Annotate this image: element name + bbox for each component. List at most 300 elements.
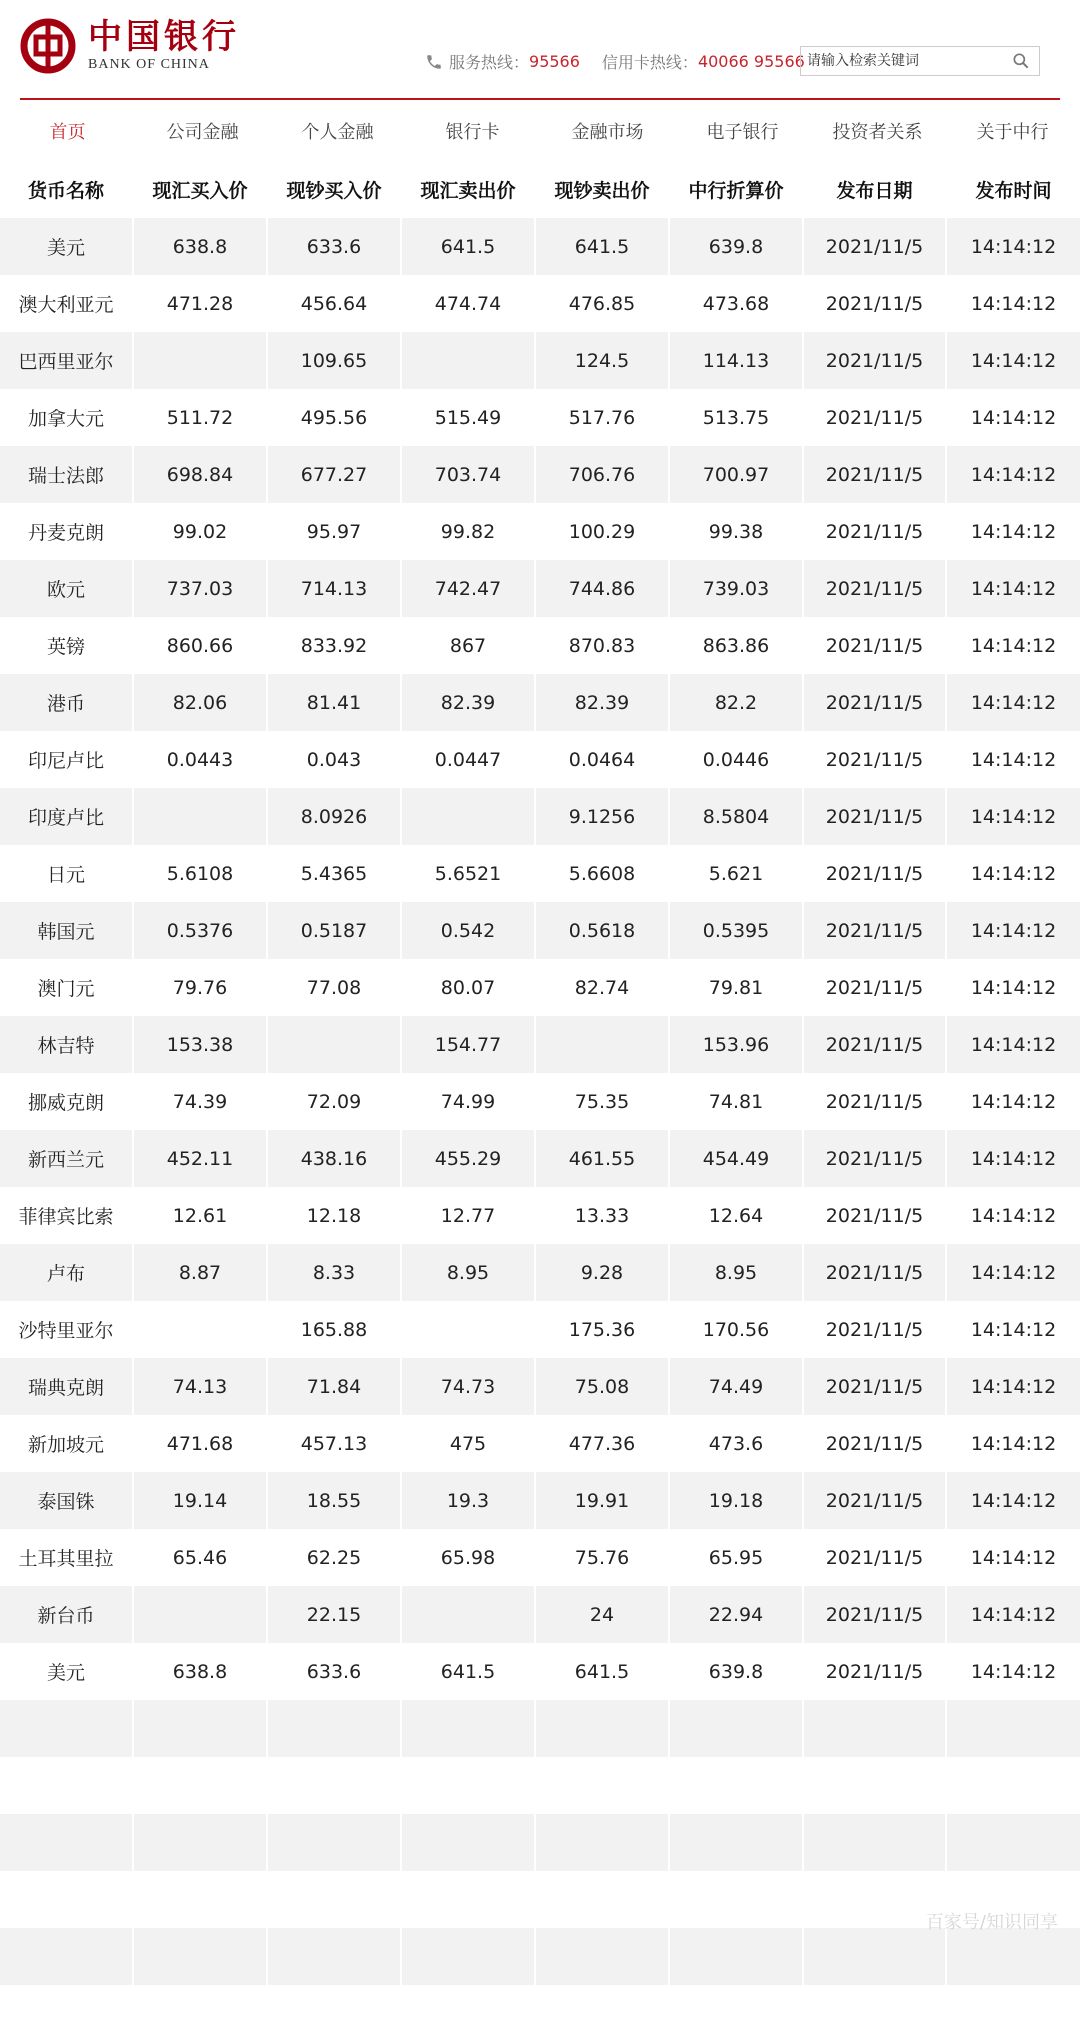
cell-spot-sell: 867: [401, 617, 535, 674]
table-row: [0, 902, 1080, 959]
cell-publish-date: 2021/11/5: [803, 1529, 946, 1586]
cell-publish-date: 2021/11/5: [803, 902, 946, 959]
table-row: [0, 1586, 1080, 1643]
cell-publish-time: 14:14:12: [946, 788, 1080, 845]
table-row: [0, 1529, 1080, 1586]
cell-conversion-rate: 454.49: [669, 1130, 803, 1187]
cell-conversion-rate: 74.81: [669, 1073, 803, 1130]
cell-currency-name: [0, 1700, 133, 1757]
cell-publish-date: 2021/11/5: [803, 788, 946, 845]
cell-cash-sell: [535, 1928, 669, 1985]
cell-conversion-rate: [669, 1757, 803, 1814]
table-row: [0, 389, 1080, 446]
cell-conversion-rate: 0.5395: [669, 902, 803, 959]
cell-spot-sell: [401, 1928, 535, 1985]
cell-spot-sell: 703.74: [401, 446, 535, 503]
cell-currency-name: 韩国元: [0, 902, 133, 959]
nav-corporate-finance[interactable]: 公司金融: [166, 122, 239, 143]
cell-spot-sell: 8.95: [401, 1244, 535, 1301]
cell-spot-sell: 474.74: [401, 275, 535, 332]
cell-conversion-rate: 739.03: [669, 560, 803, 617]
cell-spot-sell: 455.29: [401, 1130, 535, 1187]
cell-conversion-rate: [669, 1700, 803, 1757]
cell-publish-date: 2021/11/5: [803, 1358, 946, 1415]
cell-spot-buy: [133, 1700, 267, 1757]
cell-publish-date: [803, 1814, 946, 1871]
table-row: [0, 1928, 1080, 1985]
header-spot-buy: 现汇买入价: [133, 160, 267, 218]
cell-cash-buy: 71.84: [267, 1358, 401, 1415]
cell-cash-sell: 461.55: [535, 1130, 669, 1187]
table-row: [0, 1415, 1080, 1472]
cell-cash-buy: 72.09: [267, 1073, 401, 1130]
logo-chinese-text: 中国银行: [88, 17, 240, 57]
cell-publish-date: 2021/11/5: [803, 1586, 946, 1643]
cell-cash-sell: 13.33: [535, 1187, 669, 1244]
cell-publish-time: [946, 1757, 1080, 1814]
cell-spot-sell: [401, 1814, 535, 1871]
nav-investor-relations[interactable]: 投资者关系: [832, 122, 923, 143]
cell-cash-sell: 82.74: [535, 959, 669, 1016]
cell-spot-sell: [401, 1871, 535, 1928]
cell-publish-time: 14:14:12: [946, 332, 1080, 389]
cell-cash-buy: 12.18: [267, 1187, 401, 1244]
cell-currency-name: [0, 1757, 133, 1814]
cell-cash-sell: [535, 1985, 669, 2042]
cell-publish-date: [803, 1985, 946, 2042]
cell-publish-time: 14:14:12: [946, 617, 1080, 674]
cell-publish-date: [803, 1928, 946, 1985]
cell-publish-time: 14:14:12: [946, 1073, 1080, 1130]
cell-cash-buy: 833.92: [267, 617, 401, 674]
table-row: [0, 218, 1080, 275]
cell-currency-name: 挪威克朗: [0, 1073, 133, 1130]
table-row: [0, 560, 1080, 617]
cell-spot-sell: 74.99: [401, 1073, 535, 1130]
cell-spot-sell: 0.542: [401, 902, 535, 959]
cell-publish-time: 14:14:12: [946, 1529, 1080, 1586]
cell-publish-time: [946, 1814, 1080, 1871]
cell-cash-buy: 22.15: [267, 1586, 401, 1643]
cell-publish-time: 14:14:12: [946, 1130, 1080, 1187]
header-spot-sell: 现汇卖出价: [401, 160, 535, 218]
cell-currency-name: 美元: [0, 218, 133, 275]
cell-cash-buy: 0.5187: [267, 902, 401, 959]
cell-currency-name: 澳大利亚元: [0, 275, 133, 332]
cell-currency-name: 印度卢比: [0, 788, 133, 845]
table-row: [0, 1244, 1080, 1301]
cell-cash-sell: 124.5: [535, 332, 669, 389]
cell-cash-buy: 633.6: [267, 218, 401, 275]
cell-cash-sell: 75.08: [535, 1358, 669, 1415]
cell-conversion-rate: 12.64: [669, 1187, 803, 1244]
table-row: [0, 788, 1080, 845]
cell-publish-date: 2021/11/5: [803, 1472, 946, 1529]
cell-cash-sell: 476.85: [535, 275, 669, 332]
cell-cash-sell: 19.91: [535, 1472, 669, 1529]
cell-spot-buy: 638.8: [133, 1643, 267, 1700]
cell-publish-date: 2021/11/5: [803, 731, 946, 788]
cell-currency-name: 英镑: [0, 617, 133, 674]
table-row: [0, 1700, 1080, 1757]
cell-cash-buy: 165.88: [267, 1301, 401, 1358]
cell-spot-buy: [133, 1586, 267, 1643]
cell-cash-sell: 477.36: [535, 1415, 669, 1472]
cell-publish-time: 14:14:12: [946, 674, 1080, 731]
cell-publish-date: 2021/11/5: [803, 503, 946, 560]
cell-spot-buy: 74.39: [133, 1073, 267, 1130]
cell-publish-time: 14:14:12: [946, 1244, 1080, 1301]
cell-publish-date: 2021/11/5: [803, 1130, 946, 1187]
cell-currency-name: 加拿大元: [0, 389, 133, 446]
cell-spot-sell: 74.73: [401, 1358, 535, 1415]
cell-conversion-rate: 863.86: [669, 617, 803, 674]
cell-currency-name: 新西兰元: [0, 1130, 133, 1187]
cell-publish-time: 14:14:12: [946, 446, 1080, 503]
cell-cash-buy: 77.08: [267, 959, 401, 1016]
cell-publish-date: 2021/11/5: [803, 218, 946, 275]
cell-cash-buy: 81.41: [267, 674, 401, 731]
nav-about[interactable]: 关于中行: [976, 122, 1049, 143]
cell-cash-buy: [267, 1928, 401, 1985]
cell-cash-buy: 62.25: [267, 1529, 401, 1586]
cell-spot-buy: [133, 788, 267, 845]
cell-publish-date: 2021/11/5: [803, 1016, 946, 1073]
cell-publish-time: 14:14:12: [946, 959, 1080, 1016]
cell-spot-sell: [401, 1700, 535, 1757]
table-row: [0, 1358, 1080, 1415]
cell-currency-name: 菲律宾比索: [0, 1187, 133, 1244]
cell-conversion-rate: 8.95: [669, 1244, 803, 1301]
table-row: [0, 1187, 1080, 1244]
table-row: [0, 731, 1080, 788]
cell-publish-date: 2021/11/5: [803, 1415, 946, 1472]
logo-english-text: BANK OF CHINA: [88, 57, 210, 72]
cell-spot-sell: [401, 1985, 535, 2042]
cell-cash-sell: 706.76: [535, 446, 669, 503]
cell-cash-buy: 457.13: [267, 1415, 401, 1472]
cell-publish-date: 2021/11/5: [803, 1073, 946, 1130]
cell-cash-buy: 5.4365: [267, 845, 401, 902]
cell-publish-time: 14:14:12: [946, 389, 1080, 446]
cell-publish-time: 14:14:12: [946, 1358, 1080, 1415]
phone-icon: [425, 53, 443, 71]
cell-currency-name: 印尼卢比: [0, 731, 133, 788]
header-publish-date: 发布日期: [803, 160, 946, 218]
cell-cash-buy: 677.27: [267, 446, 401, 503]
cell-spot-buy: 65.46: [133, 1529, 267, 1586]
cell-currency-name: 新加坡元: [0, 1415, 133, 1472]
header-conversion-rate: 中行折算价: [669, 160, 803, 218]
cell-publish-time: [946, 1985, 1080, 2042]
cell-cash-sell: 0.5618: [535, 902, 669, 959]
nav-home[interactable]: 首页: [49, 122, 86, 143]
cell-conversion-rate: [669, 1928, 803, 1985]
cell-publish-date: [803, 1757, 946, 1814]
table-row: [0, 1073, 1080, 1130]
cell-currency-name: 泰国铢: [0, 1472, 133, 1529]
cell-spot-buy: 471.28: [133, 275, 267, 332]
cell-conversion-rate: 513.75: [669, 389, 803, 446]
exchange-rate-table: [0, 160, 1080, 2042]
service-hotline-label: 服务热线：: [449, 53, 530, 72]
cell-cash-buy: 109.65: [267, 332, 401, 389]
cell-currency-name: [0, 1871, 133, 1928]
cell-cash-buy: [267, 1985, 401, 2042]
cell-conversion-rate: 79.81: [669, 959, 803, 1016]
cell-currency-name: 港币: [0, 674, 133, 731]
cell-spot-buy: 5.6108: [133, 845, 267, 902]
table-row: [0, 1472, 1080, 1529]
cell-publish-time: 14:14:12: [946, 1472, 1080, 1529]
cell-currency-name: 新台币: [0, 1586, 133, 1643]
nav-financial-market[interactable]: 金融市场: [571, 122, 644, 143]
table-row: [0, 1643, 1080, 1700]
cell-spot-buy: 452.11: [133, 1130, 267, 1187]
cell-cash-buy: 495.56: [267, 389, 401, 446]
cell-spot-sell: 641.5: [401, 1643, 535, 1700]
cell-spot-sell: 641.5: [401, 218, 535, 275]
cell-publish-date: 2021/11/5: [803, 959, 946, 1016]
cell-spot-sell: 65.98: [401, 1529, 535, 1586]
cell-publish-time: 14:14:12: [946, 1415, 1080, 1472]
cell-currency-name: [0, 1928, 133, 1985]
bank-of-china-logo-icon: [20, 18, 76, 74]
cell-publish-time: [946, 1928, 1080, 1985]
cell-spot-buy: [133, 1757, 267, 1814]
hotlines: [425, 50, 805, 73]
cell-spot-buy: 99.02: [133, 503, 267, 560]
cell-publish-time: 14:14:12: [946, 275, 1080, 332]
cell-cash-sell: 175.36: [535, 1301, 669, 1358]
cell-publish-date: 2021/11/5: [803, 674, 946, 731]
cell-conversion-rate: 5.621: [669, 845, 803, 902]
cell-spot-buy: 698.84: [133, 446, 267, 503]
table-row: [0, 617, 1080, 674]
cell-currency-name: 卢布: [0, 1244, 133, 1301]
cell-spot-sell: [401, 1301, 535, 1358]
cell-publish-time: 14:14:12: [946, 1586, 1080, 1643]
cell-currency-name: 林吉特: [0, 1016, 133, 1073]
cell-cash-sell: 75.76: [535, 1529, 669, 1586]
cell-spot-sell: 515.49: [401, 389, 535, 446]
cell-cash-sell: 517.76: [535, 389, 669, 446]
cell-currency-name: 沙特里亚尔: [0, 1301, 133, 1358]
cell-publish-time: 14:14:12: [946, 560, 1080, 617]
cell-cash-sell: 75.35: [535, 1073, 669, 1130]
cell-conversion-rate: 700.97: [669, 446, 803, 503]
cell-publish-time: 14:14:12: [946, 845, 1080, 902]
cell-publish-time: [946, 1700, 1080, 1757]
cell-spot-buy: [133, 1301, 267, 1358]
cell-spot-sell: [401, 1586, 535, 1643]
header-cash-buy: 现钞买入价: [267, 160, 401, 218]
cell-currency-name: 日元: [0, 845, 133, 902]
cell-spot-buy: [133, 1985, 267, 2042]
header-cash-sell: 现钞卖出价: [535, 160, 669, 218]
cell-spot-buy: 638.8: [133, 218, 267, 275]
cell-cash-sell: [535, 1700, 669, 1757]
cell-conversion-rate: 82.2: [669, 674, 803, 731]
nav-e-banking[interactable]: 电子银行: [706, 122, 779, 143]
table-row: [0, 1130, 1080, 1187]
nav-personal-finance[interactable]: 个人金融: [301, 122, 374, 143]
credit-hotline-number: 40066 95566: [697, 52, 805, 71]
table-row: [0, 959, 1080, 1016]
cell-conversion-rate: 473.6: [669, 1415, 803, 1472]
table-row: [0, 503, 1080, 560]
cell-cash-buy: 8.0926: [267, 788, 401, 845]
cell-spot-sell: 12.77: [401, 1187, 535, 1244]
cell-publish-date: 2021/11/5: [803, 446, 946, 503]
cell-cash-buy: 633.6: [267, 1643, 401, 1700]
cell-conversion-rate: 0.0446: [669, 731, 803, 788]
cell-spot-sell: 0.0447: [401, 731, 535, 788]
bank-logo[interactable]: [20, 18, 240, 74]
cell-cash-sell: [535, 1871, 669, 1928]
cell-cash-sell: 100.29: [535, 503, 669, 560]
cell-conversion-rate: 639.8: [669, 1643, 803, 1700]
cell-publish-time: 14:14:12: [946, 1187, 1080, 1244]
cell-cash-sell: 744.86: [535, 560, 669, 617]
table-row: [0, 1814, 1080, 1871]
cell-spot-buy: 737.03: [133, 560, 267, 617]
cell-conversion-rate: 170.56: [669, 1301, 803, 1358]
cell-cash-buy: 438.16: [267, 1130, 401, 1187]
cell-currency-name: [0, 1814, 133, 1871]
cell-spot-buy: 511.72: [133, 389, 267, 446]
cell-currency-name: 巴西里亚尔: [0, 332, 133, 389]
cell-cash-sell: [535, 1814, 669, 1871]
cell-spot-buy: [133, 332, 267, 389]
cell-publish-date: 2021/11/5: [803, 1301, 946, 1358]
cell-conversion-rate: 19.18: [669, 1472, 803, 1529]
table-row: [0, 1016, 1080, 1073]
cell-spot-buy: 19.14: [133, 1472, 267, 1529]
cell-spot-buy: 0.0443: [133, 731, 267, 788]
cell-spot-buy: 79.76: [133, 959, 267, 1016]
cell-spot-sell: 19.3: [401, 1472, 535, 1529]
cell-spot-sell: [401, 332, 535, 389]
cell-spot-buy: 74.13: [133, 1358, 267, 1415]
cell-spot-buy: 471.68: [133, 1415, 267, 1472]
cell-cash-buy: [267, 1814, 401, 1871]
cell-conversion-rate: 74.49: [669, 1358, 803, 1415]
cell-spot-buy: 12.61: [133, 1187, 267, 1244]
cell-spot-sell: 154.77: [401, 1016, 535, 1073]
site-header: [0, 0, 1080, 102]
cell-currency-name: 澳门元: [0, 959, 133, 1016]
table-row: [0, 275, 1080, 332]
cell-conversion-rate: 639.8: [669, 218, 803, 275]
cell-conversion-rate: 22.94: [669, 1586, 803, 1643]
search-icon[interactable]: [1011, 51, 1031, 71]
cell-publish-date: [803, 1871, 946, 1928]
cell-publish-time: 14:14:12: [946, 218, 1080, 275]
cell-publish-date: 2021/11/5: [803, 845, 946, 902]
cell-currency-name: 丹麦克朗: [0, 503, 133, 560]
nav-bank-card[interactable]: 银行卡: [445, 122, 500, 143]
cell-publish-date: 2021/11/5: [803, 1244, 946, 1301]
cell-cash-sell: 9.1256: [535, 788, 669, 845]
header-divider: [20, 98, 1060, 100]
cell-publish-time: 14:14:12: [946, 731, 1080, 788]
table-row: [0, 845, 1080, 902]
cell-spot-buy: 153.38: [133, 1016, 267, 1073]
cell-cash-sell: 82.39: [535, 674, 669, 731]
cell-currency-name: 瑞士法郎: [0, 446, 133, 503]
cell-currency-name: [0, 1985, 133, 2042]
cell-cash-buy: 8.33: [267, 1244, 401, 1301]
cell-spot-sell: [401, 1757, 535, 1814]
cell-cash-sell: 9.28: [535, 1244, 669, 1301]
cell-publish-date: 2021/11/5: [803, 1643, 946, 1700]
cell-currency-name: 美元: [0, 1643, 133, 1700]
cell-currency-name: 土耳其里拉: [0, 1529, 133, 1586]
cell-conversion-rate: 8.5804: [669, 788, 803, 845]
cell-cash-buy: 95.97: [267, 503, 401, 560]
table-row: [0, 674, 1080, 731]
cell-cash-buy: 0.043: [267, 731, 401, 788]
cell-spot-buy: 82.06: [133, 674, 267, 731]
table-body: [0, 218, 1080, 2042]
header-currency-name: 货币名称: [0, 160, 133, 218]
header-publish-time: 发布时间: [946, 160, 1080, 218]
cell-publish-date: [803, 1700, 946, 1757]
cell-conversion-rate: 114.13: [669, 332, 803, 389]
watermark: 百家号/知识同享: [925, 1912, 1058, 1933]
cell-cash-buy: 18.55: [267, 1472, 401, 1529]
table-row: [0, 446, 1080, 503]
cell-cash-sell: [535, 1757, 669, 1814]
cell-currency-name: 欧元: [0, 560, 133, 617]
cell-cash-buy: 714.13: [267, 560, 401, 617]
cell-spot-buy: 860.66: [133, 617, 267, 674]
cell-spot-buy: [133, 1928, 267, 1985]
cell-spot-sell: 99.82: [401, 503, 535, 560]
search-input[interactable]: [801, 47, 1011, 75]
main-nav: [0, 102, 1080, 160]
cell-publish-date: 2021/11/5: [803, 560, 946, 617]
table-row: [0, 1757, 1080, 1814]
cell-cash-sell: 5.6608: [535, 845, 669, 902]
cell-publish-date: 2021/11/5: [803, 275, 946, 332]
cell-conversion-rate: [669, 1985, 803, 2042]
cell-publish-time: 14:14:12: [946, 1643, 1080, 1700]
cell-spot-sell: 82.39: [401, 674, 535, 731]
cell-publish-time: 14:14:12: [946, 1016, 1080, 1073]
credit-hotline-label: 信用卡热线：: [601, 53, 698, 72]
cell-cash-sell: 870.83: [535, 617, 669, 674]
table-row: [0, 1871, 1080, 1928]
cell-publish-date: 2021/11/5: [803, 389, 946, 446]
cell-spot-sell: 475: [401, 1415, 535, 1472]
cell-spot-buy: [133, 1814, 267, 1871]
table-header-row: [0, 160, 1080, 218]
search-box: [800, 46, 1040, 76]
cell-spot-sell: 80.07: [401, 959, 535, 1016]
cell-conversion-rate: [669, 1814, 803, 1871]
cell-spot-buy: [133, 1871, 267, 1928]
cell-publish-time: 14:14:12: [946, 902, 1080, 959]
cell-cash-sell: 641.5: [535, 218, 669, 275]
cell-publish-date: 2021/11/5: [803, 617, 946, 674]
cell-conversion-rate: 99.38: [669, 503, 803, 560]
table-row: [0, 332, 1080, 389]
cell-cash-buy: [267, 1757, 401, 1814]
cell-cash-buy: [267, 1016, 401, 1073]
cell-publish-time: 14:14:12: [946, 503, 1080, 560]
